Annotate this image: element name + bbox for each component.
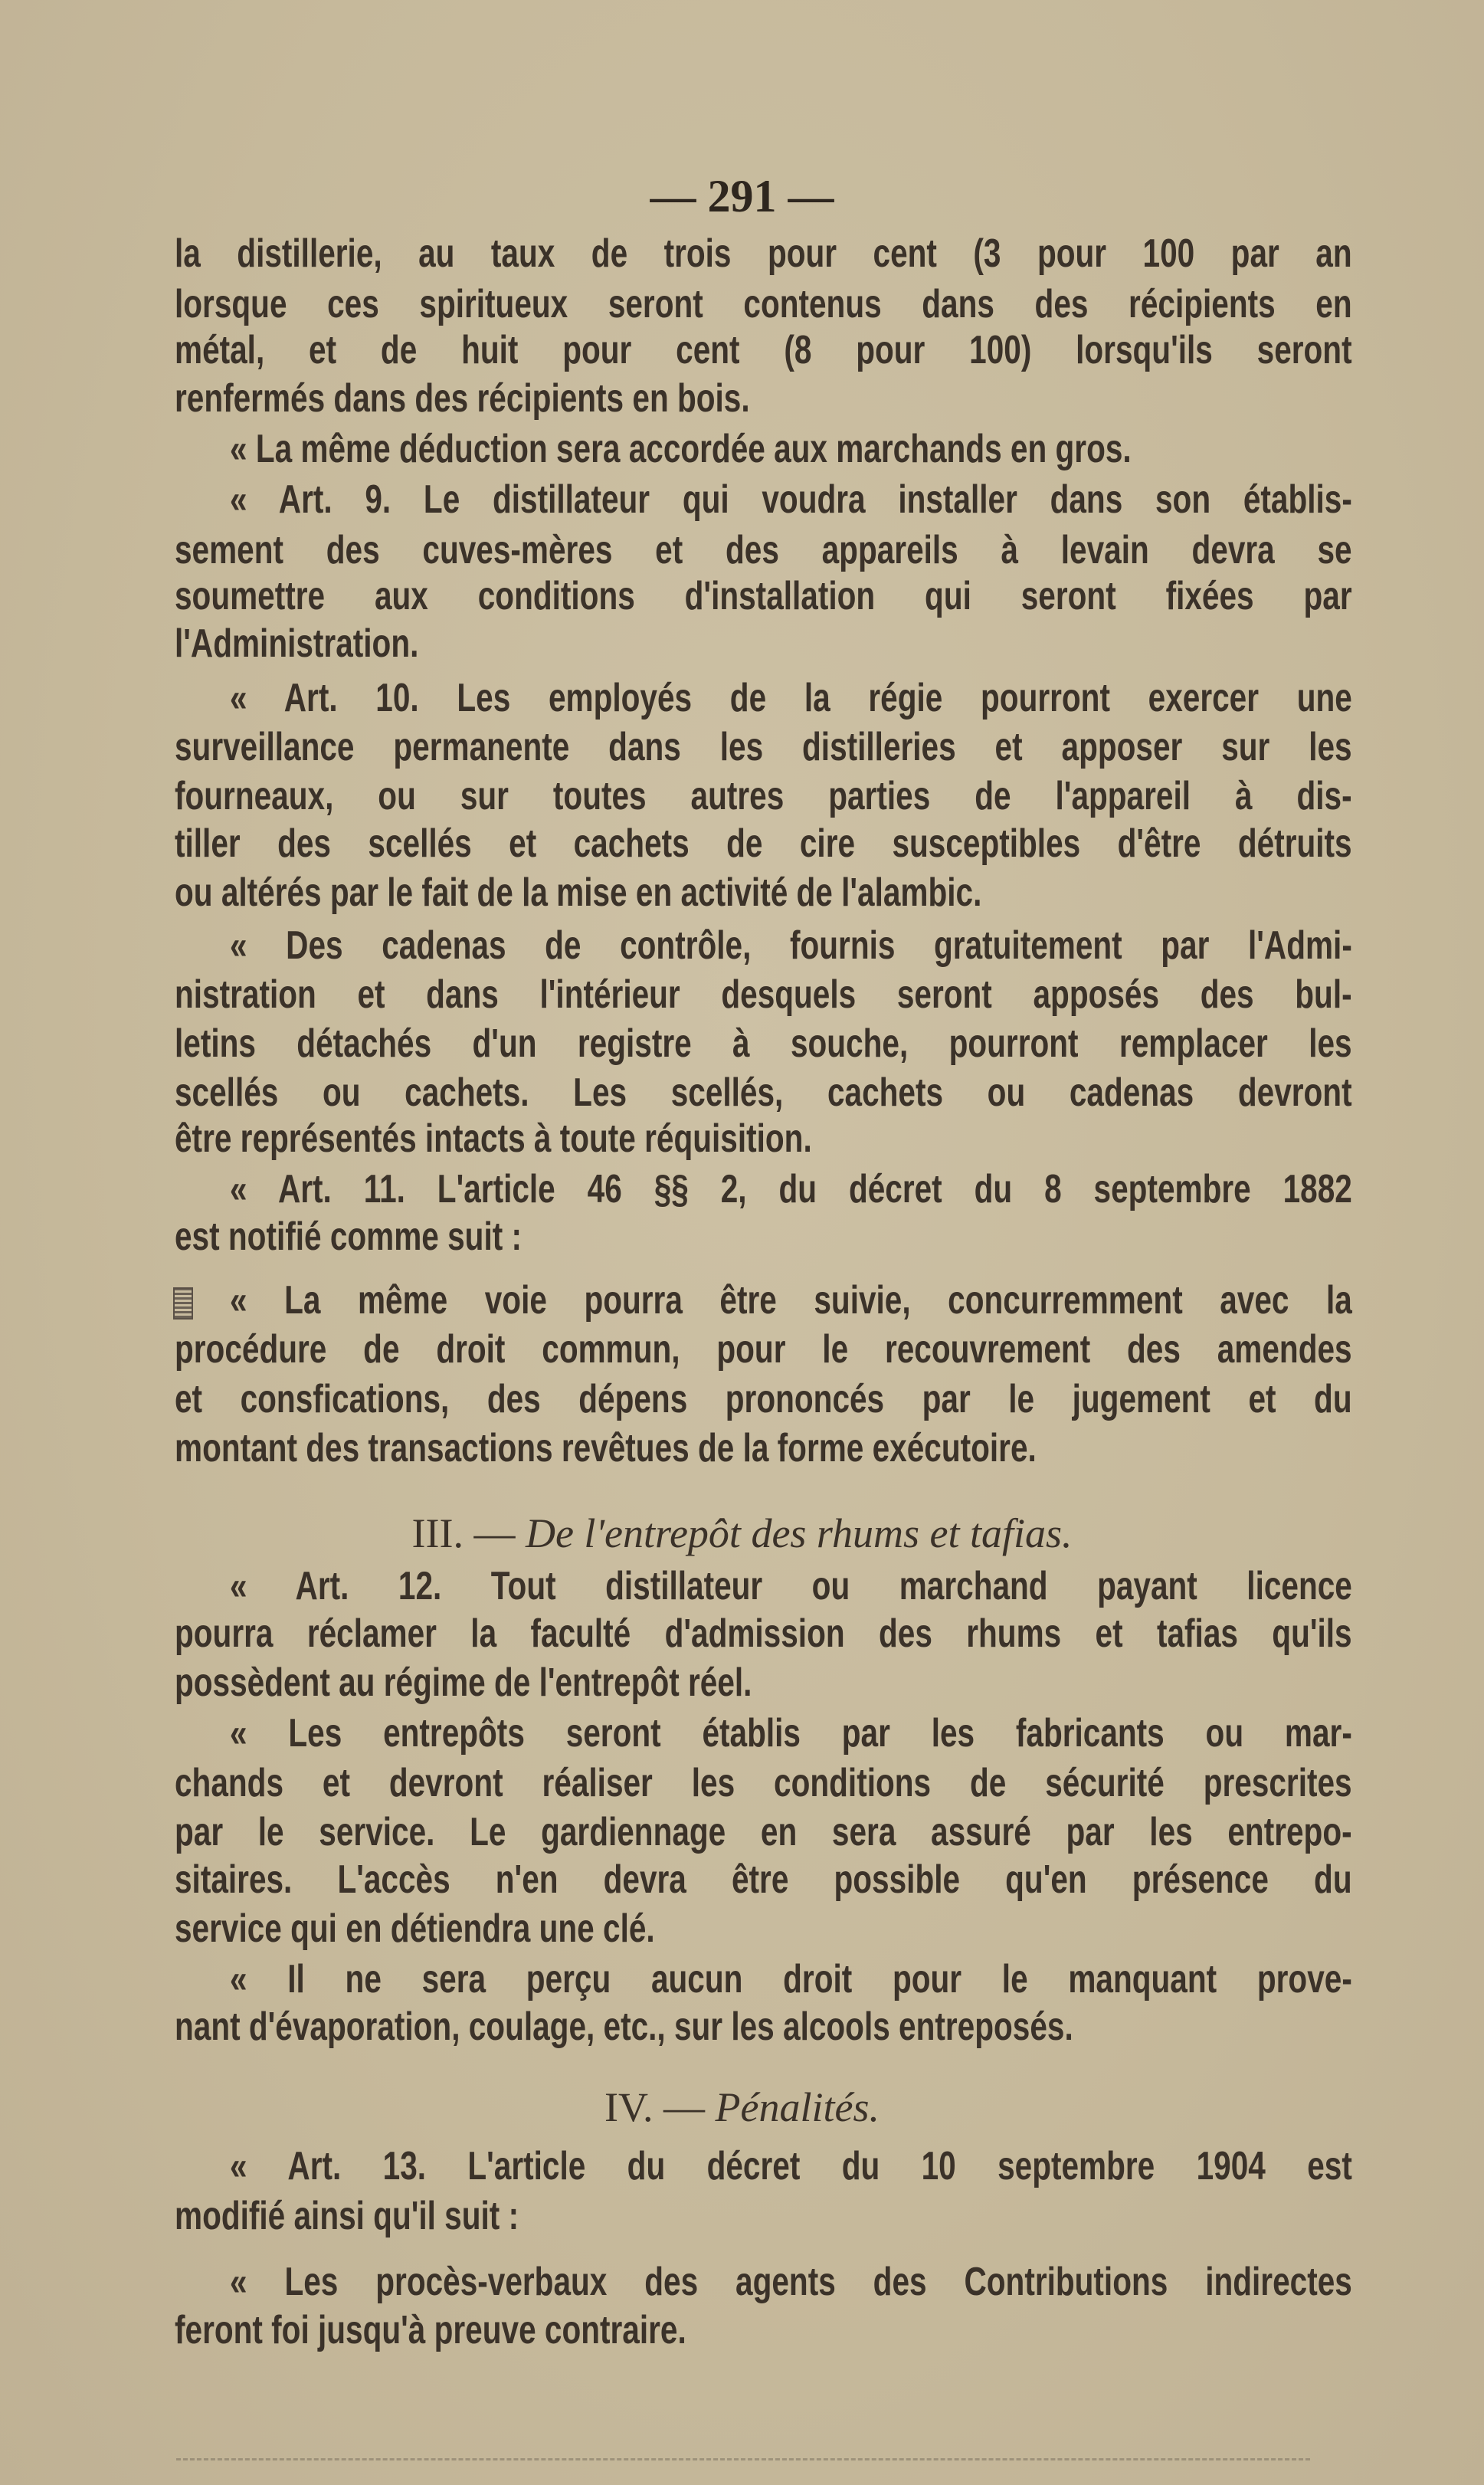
text-line: sement des cuves-mères et des appareils à levain devra se: [175, 528, 1352, 572]
text-line: « Il ne sera perçu aucun droit pour le manquant prove-: [230, 1957, 1352, 2001]
text-line: fourneaux, ou sur toutes autres parties de l'appareil à dis-: [175, 774, 1352, 818]
text-line: scellés ou cachets. Les scellés, cachets ou cadenas devront: [175, 1070, 1352, 1115]
text-line: soumettre aux conditions d'installation qui seront fixées par: [175, 574, 1352, 618]
text-line: « La même déduction sera accordée aux marchands en gros.: [230, 427, 1132, 471]
section-heading-iii: [0, 1510, 1484, 1557]
text-line: lorsque ces spiritueux seront contenus dans des récipients en: [175, 282, 1352, 326]
heading-numeral: IV. —: [604, 2084, 706, 2130]
heading-title: Pénalités.: [715, 2084, 880, 2130]
text-line: par le service. Le gardiennage en sera assuré par les entrepo-: [175, 1810, 1352, 1854]
footer-rule: [176, 2458, 1310, 2460]
text-line: la distillerie, au taux de trois pour cent (3 pour 100 par an: [175, 231, 1352, 276]
text-line: possèdent au régime de l'entrepôt réel.: [175, 1660, 752, 1705]
text-line: et consfications, des dépens prononcés par le jugement et du: [175, 1377, 1352, 1421]
text-line: « Des cadenas de contrôle, fournis gratuitement par l'Admi-: [230, 923, 1352, 968]
text-line: métal, et de huit pour cent (8 pour 100) lorsqu'ils seront: [175, 328, 1352, 372]
page-number: — 291 —: [650, 171, 834, 221]
text-line: « La même voie pourra être suivie, concurremment avec la: [230, 1278, 1352, 1323]
text-line: être représentés intacts à toute réquisition.: [175, 1116, 812, 1161]
text-line: tiller des scellés et cachets de cire susceptibles d'être détruits: [175, 821, 1352, 866]
text-line: procédure de droit commun, pour le recouvrement des amendes: [175, 1327, 1352, 1372]
text-line: sitaires. L'accès n'en devra être possible qu'en présence du: [175, 1857, 1352, 1902]
text-line: « Art. 11. L'article 46 §§ 2, du décret du 8 septembre 1882: [230, 1167, 1352, 1211]
text-line: letins détachés d'un registre à souche, pourront remplacer les: [175, 1021, 1352, 1066]
text-line: pourra réclamer la faculté d'admission des rhums et tafias qu'ils: [175, 1611, 1352, 1656]
heading-numeral: III. —: [411, 1510, 516, 1556]
text-line: « Art. 12. Tout distillateur ou marchand payant licence: [230, 1564, 1352, 1608]
text-line: ou altérés par le fait de la mise en activité de l'alambic.: [175, 870, 982, 915]
text-line: l'Administration.: [175, 621, 419, 666]
text-line: renfermés dans des récipients en bois.: [175, 376, 750, 421]
text-line: service qui en détiendra une clé.: [175, 1906, 655, 1951]
text-line: chands et devront réaliser les conditions de sécurité prescrites: [175, 1761, 1352, 1805]
text-line: « Les procès-verbaux des agents des Contributions indirectes: [230, 2260, 1352, 2304]
text-line: surveillance permanente dans les distilleries et apposer sur les: [175, 725, 1352, 769]
text-line: « Les entrepôts seront établis par les fabricants ou mar-: [230, 1711, 1352, 1756]
text-line: montant des transactions revêtues de la forme exécutoire.: [175, 1426, 1037, 1470]
text-line: « Art. 10. Les employés de la régie pourront exercer une: [230, 676, 1352, 720]
text-line: « Art. 13. L'article du décret du 10 septembre 1904 est: [230, 2144, 1352, 2188]
library-stamp-icon: [173, 1287, 193, 1320]
text-line: feront foi jusqu'à preuve contraire.: [175, 2308, 686, 2352]
text-line: est notifié comme suit :: [175, 1215, 522, 1259]
text-line: modifié ainsi qu'il suit :: [175, 2194, 519, 2238]
text-line: nant d'évaporation, coulage, etc., sur les alcools entreposés.: [175, 2005, 1073, 2049]
text-line: « Art. 9. Le distillateur qui voudra installer dans son établis-: [230, 477, 1352, 522]
section-heading-iv: [0, 2083, 1484, 2131]
heading-title: De l'entrepôt des rhums et tafias.: [525, 1510, 1073, 1556]
text-line: nistration et dans l'intérieur desquels seront apposés des bul-: [175, 972, 1352, 1017]
